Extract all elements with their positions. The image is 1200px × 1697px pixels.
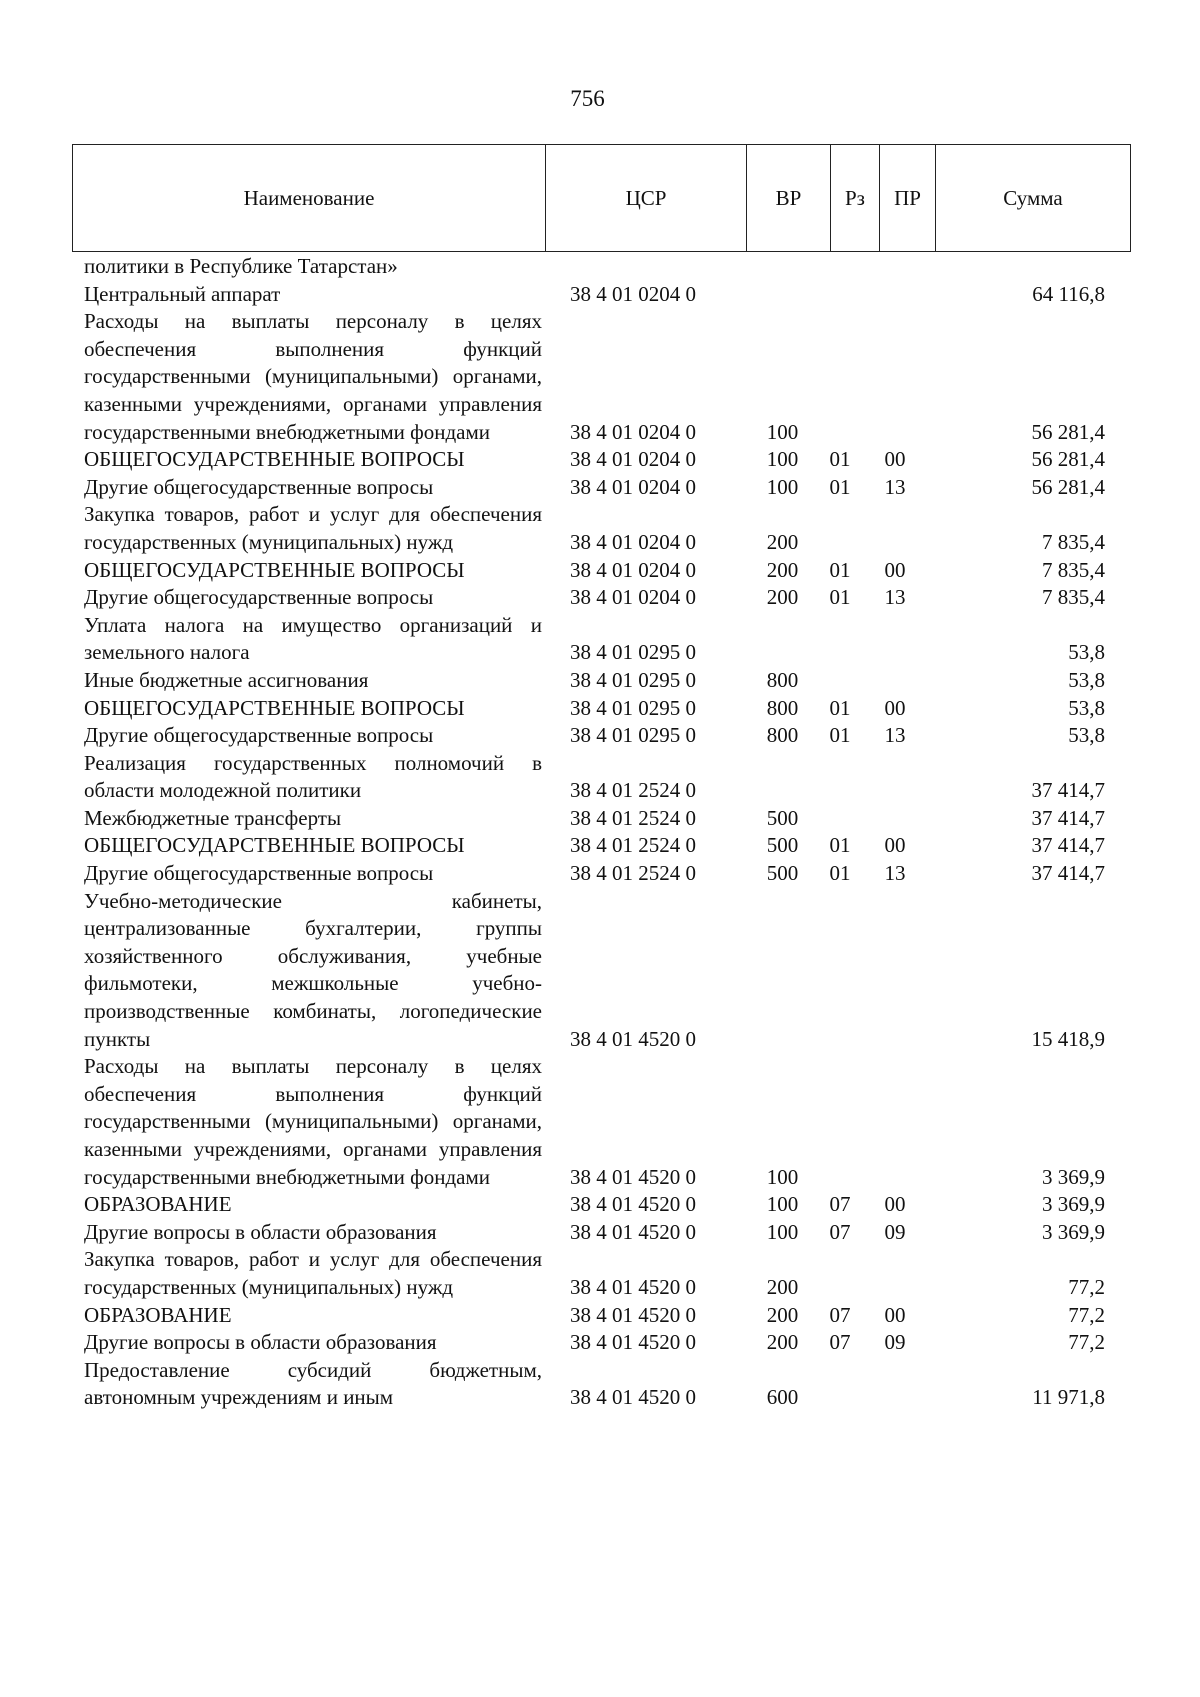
table-row — [0, 308, 1200, 446]
row-csr: 38 4 01 0204 0 — [570, 585, 696, 610]
table-row — [0, 1219, 1200, 1247]
row-name: Реализация государственных полномочий в области молодежной политики — [84, 750, 542, 803]
row-name: Другие вопросы в области образования — [84, 1219, 437, 1244]
row-pr: 09 — [884, 1330, 906, 1355]
table-row — [0, 1302, 1200, 1330]
header-sum: Сумма — [936, 145, 1131, 252]
table-row — [0, 750, 1200, 805]
row-name: Расходы на выплаты персоналу в целях обеспечения выполнения функций государственными (муниципальными) органами, казенными учреждениями, органами управления государственными внебюджетными фондами — [84, 1054, 542, 1189]
row-name: Закупка товаров, работ и услуг для обеспечения государственных (муниципальных) нужд — [84, 1247, 542, 1299]
row-sum: 37 414,7 — [1031, 805, 1105, 830]
row-vr: 100 — [766, 474, 799, 499]
table-body — [0, 253, 1200, 1412]
row-name: ОБЩЕГОСУДАРСТВЕННЫЕ ВОПРОСЫ — [84, 833, 465, 858]
row-csr: 38 4 01 0204 0 — [570, 557, 696, 582]
row-rz: 01 — [829, 447, 851, 472]
row-csr: 38 4 01 4520 0 — [570, 1026, 696, 1051]
row-name: Другие общегосударственные вопросы — [84, 861, 434, 886]
row-csr: 38 4 01 4520 0 — [570, 1274, 696, 1299]
row-sum: 37 414,7 — [1031, 861, 1105, 886]
row-name: Иные бюджетные ассигнования — [84, 667, 369, 692]
row-vr: 100 — [766, 1192, 799, 1217]
row-sum: 3 369,9 — [1042, 1164, 1105, 1189]
row-vr: 800 — [766, 723, 799, 748]
row-sum: 7 835,4 — [1042, 585, 1105, 610]
row-rz: 01 — [829, 557, 851, 582]
row-pr: 13 — [884, 585, 906, 610]
row-sum: 53,8 — [1068, 723, 1105, 748]
row-vr: 200 — [766, 1330, 799, 1355]
row-sum: 56 281,4 — [1031, 419, 1105, 444]
row-sum: 37 414,7 — [1031, 778, 1105, 803]
row-vr: 200 — [766, 585, 799, 610]
row-name: ОБЩЕГОСУДАРСТВЕННЫЕ ВОПРОСЫ — [84, 695, 465, 720]
page-number: 756 — [570, 86, 605, 111]
row-rz: 01 — [829, 585, 851, 610]
row-csr: 38 4 01 0204 0 — [570, 447, 696, 472]
row-csr: 38 4 01 2524 0 — [570, 833, 696, 858]
row-sum: 64 116,8 — [1032, 281, 1105, 306]
row-csr: 38 4 01 4520 0 — [570, 1219, 696, 1244]
row-name: Учебно-методические кабинеты, централизованные бухгалтерии, группы хозяйственного обслуживания, учебные фильмотеки, межшкольные учебно-производственные комбинаты, логопедические пункты — [84, 888, 542, 1051]
row-sum: 3 369,9 — [1042, 1192, 1105, 1217]
row-name: Расходы на выплаты персоналу в целях обеспечения выполнения функций государственными (муниципальными) органами, казенными учреждениями, органами управления государственными внебюджетными фондами — [84, 309, 542, 444]
row-name: Межбюджетные трансферты — [84, 805, 342, 830]
table-row — [0, 584, 1200, 612]
row-sum: 3 369,9 — [1042, 1219, 1105, 1244]
header-rz: Рз — [831, 145, 880, 252]
table-row — [0, 832, 1200, 860]
row-pr: 00 — [884, 1302, 906, 1327]
row-pr: 00 — [884, 557, 906, 582]
row-pr: 13 — [884, 474, 906, 499]
row-rz: 01 — [829, 833, 851, 858]
row-name: Другие общегосударственные вопросы — [84, 723, 434, 748]
row-pr: 09 — [884, 1219, 906, 1244]
row-csr: 38 4 01 0295 0 — [570, 723, 696, 748]
table-row — [0, 1246, 1200, 1301]
row-name: ОБЩЕГОСУДАРСТВЕННЫЕ ВОПРОСЫ — [84, 557, 465, 582]
row-pr: 00 — [884, 1192, 906, 1217]
row-sum: 56 281,4 — [1031, 447, 1105, 472]
row-vr: 500 — [766, 833, 799, 858]
row-csr: 38 4 01 0204 0 — [570, 529, 696, 554]
row-name: Другие вопросы в области образования — [84, 1330, 437, 1355]
row-csr: 38 4 01 0295 0 — [570, 667, 696, 692]
row-name: Другие общегосударственные вопросы — [84, 585, 434, 610]
row-csr: 38 4 01 4520 0 — [570, 1385, 696, 1410]
row-name: ОБЩЕГОСУДАРСТВЕННЫЕ ВОПРОСЫ — [84, 447, 465, 472]
row-csr: 38 4 01 4520 0 — [570, 1192, 696, 1217]
table-row — [0, 1191, 1200, 1219]
row-name: Центральный аппарат — [84, 281, 281, 306]
table-row — [0, 695, 1200, 723]
row-vr: 200 — [766, 1274, 799, 1299]
row-csr: 38 4 01 4520 0 — [570, 1330, 696, 1355]
row-sum: 37 414,7 — [1031, 833, 1105, 858]
row-vr: 100 — [766, 1164, 799, 1189]
table-header — [72, 144, 1131, 252]
row-csr: 38 4 01 2524 0 — [570, 778, 696, 803]
row-vr: 600 — [766, 1385, 799, 1410]
row-sum: 77,2 — [1068, 1330, 1105, 1355]
table-row — [0, 501, 1200, 556]
row-rz: 07 — [829, 1330, 851, 1355]
row-vr: 500 — [766, 805, 799, 830]
row-name: Предоставление субсидий бюджетным, автономным учреждениям и иным — [84, 1357, 542, 1410]
row-sum: 7 835,4 — [1042, 557, 1105, 582]
row-pr: 00 — [884, 695, 906, 720]
row-csr: 38 4 01 0295 0 — [570, 640, 696, 665]
row-csr: 38 4 01 4520 0 — [570, 1302, 696, 1327]
table-row — [0, 1329, 1200, 1357]
row-csr: 38 4 01 2524 0 — [570, 861, 696, 886]
table-row — [0, 667, 1200, 695]
row-pr: 13 — [884, 861, 906, 886]
row-rz: 07 — [829, 1302, 851, 1327]
row-vr: 200 — [766, 529, 799, 554]
row-csr: 38 4 01 4520 0 — [570, 1164, 696, 1189]
row-sum: 53,8 — [1068, 640, 1105, 665]
table-row — [0, 281, 1200, 309]
row-csr: 38 4 01 2524 0 — [570, 805, 696, 830]
row-rz: 01 — [829, 723, 851, 748]
header-name: Наименование — [73, 145, 546, 252]
row-sum: 77,2 — [1068, 1274, 1105, 1299]
row-vr: 100 — [766, 447, 799, 472]
table-row — [0, 1357, 1200, 1412]
row-vr: 800 — [766, 695, 799, 720]
table-row — [0, 446, 1200, 474]
header-vr: ВР — [747, 145, 831, 252]
row-name: Уплата налога на имущество организаций и земельного налога — [84, 612, 542, 665]
table-row — [0, 805, 1200, 833]
row-sum: 77,2 — [1068, 1302, 1105, 1327]
row-vr: 200 — [766, 557, 799, 582]
row-sum: 53,8 — [1068, 667, 1105, 692]
row-csr: 38 4 01 0204 0 — [570, 419, 696, 444]
table-row — [0, 612, 1200, 667]
row-rz: 07 — [829, 1192, 851, 1217]
row-csr: 38 4 01 0295 0 — [570, 695, 696, 720]
row-vr: 100 — [766, 1219, 799, 1244]
table-row — [0, 557, 1200, 585]
row-vr: 100 — [766, 419, 799, 444]
row-sum: 15 418,9 — [1031, 1026, 1105, 1051]
row-name: ОБРАЗОВАНИЕ — [84, 1192, 232, 1217]
header-pr: ПР — [880, 145, 936, 252]
header-csr: ЦСР — [546, 145, 747, 252]
row-rz: 01 — [829, 695, 851, 720]
row-vr: 200 — [766, 1302, 799, 1327]
table-row — [0, 1053, 1200, 1191]
row-vr: 800 — [766, 667, 799, 692]
row-name: ОБРАЗОВАНИЕ — [84, 1302, 232, 1327]
row-sum: 53,8 — [1068, 695, 1105, 720]
table-row — [0, 888, 1200, 1054]
row-pr: 00 — [884, 447, 906, 472]
row-name: Другие общегосударственные вопросы — [84, 474, 434, 499]
row-name: политики в Республике Татарстан» — [84, 254, 398, 278]
row-rz: 01 — [829, 861, 851, 886]
row-sum: 11 971,8 — [1032, 1385, 1105, 1410]
row-sum: 56 281,4 — [1031, 474, 1105, 499]
row-vr: 500 — [766, 861, 799, 886]
table-row — [0, 860, 1200, 888]
table-row — [0, 722, 1200, 750]
row-name: Закупка товаров, работ и услуг для обеспечения государственных (муниципальных) нужд — [84, 502, 542, 554]
row-csr: 38 4 01 0204 0 — [570, 474, 696, 499]
row-pr: 00 — [884, 833, 906, 858]
row-sum: 7 835,4 — [1042, 529, 1105, 554]
row-rz: 01 — [829, 474, 851, 499]
row-csr: 38 4 01 0204 0 — [570, 281, 696, 306]
table-row — [0, 253, 1200, 281]
row-pr: 13 — [884, 723, 906, 748]
table-row — [0, 474, 1200, 502]
row-rz: 07 — [829, 1219, 851, 1244]
